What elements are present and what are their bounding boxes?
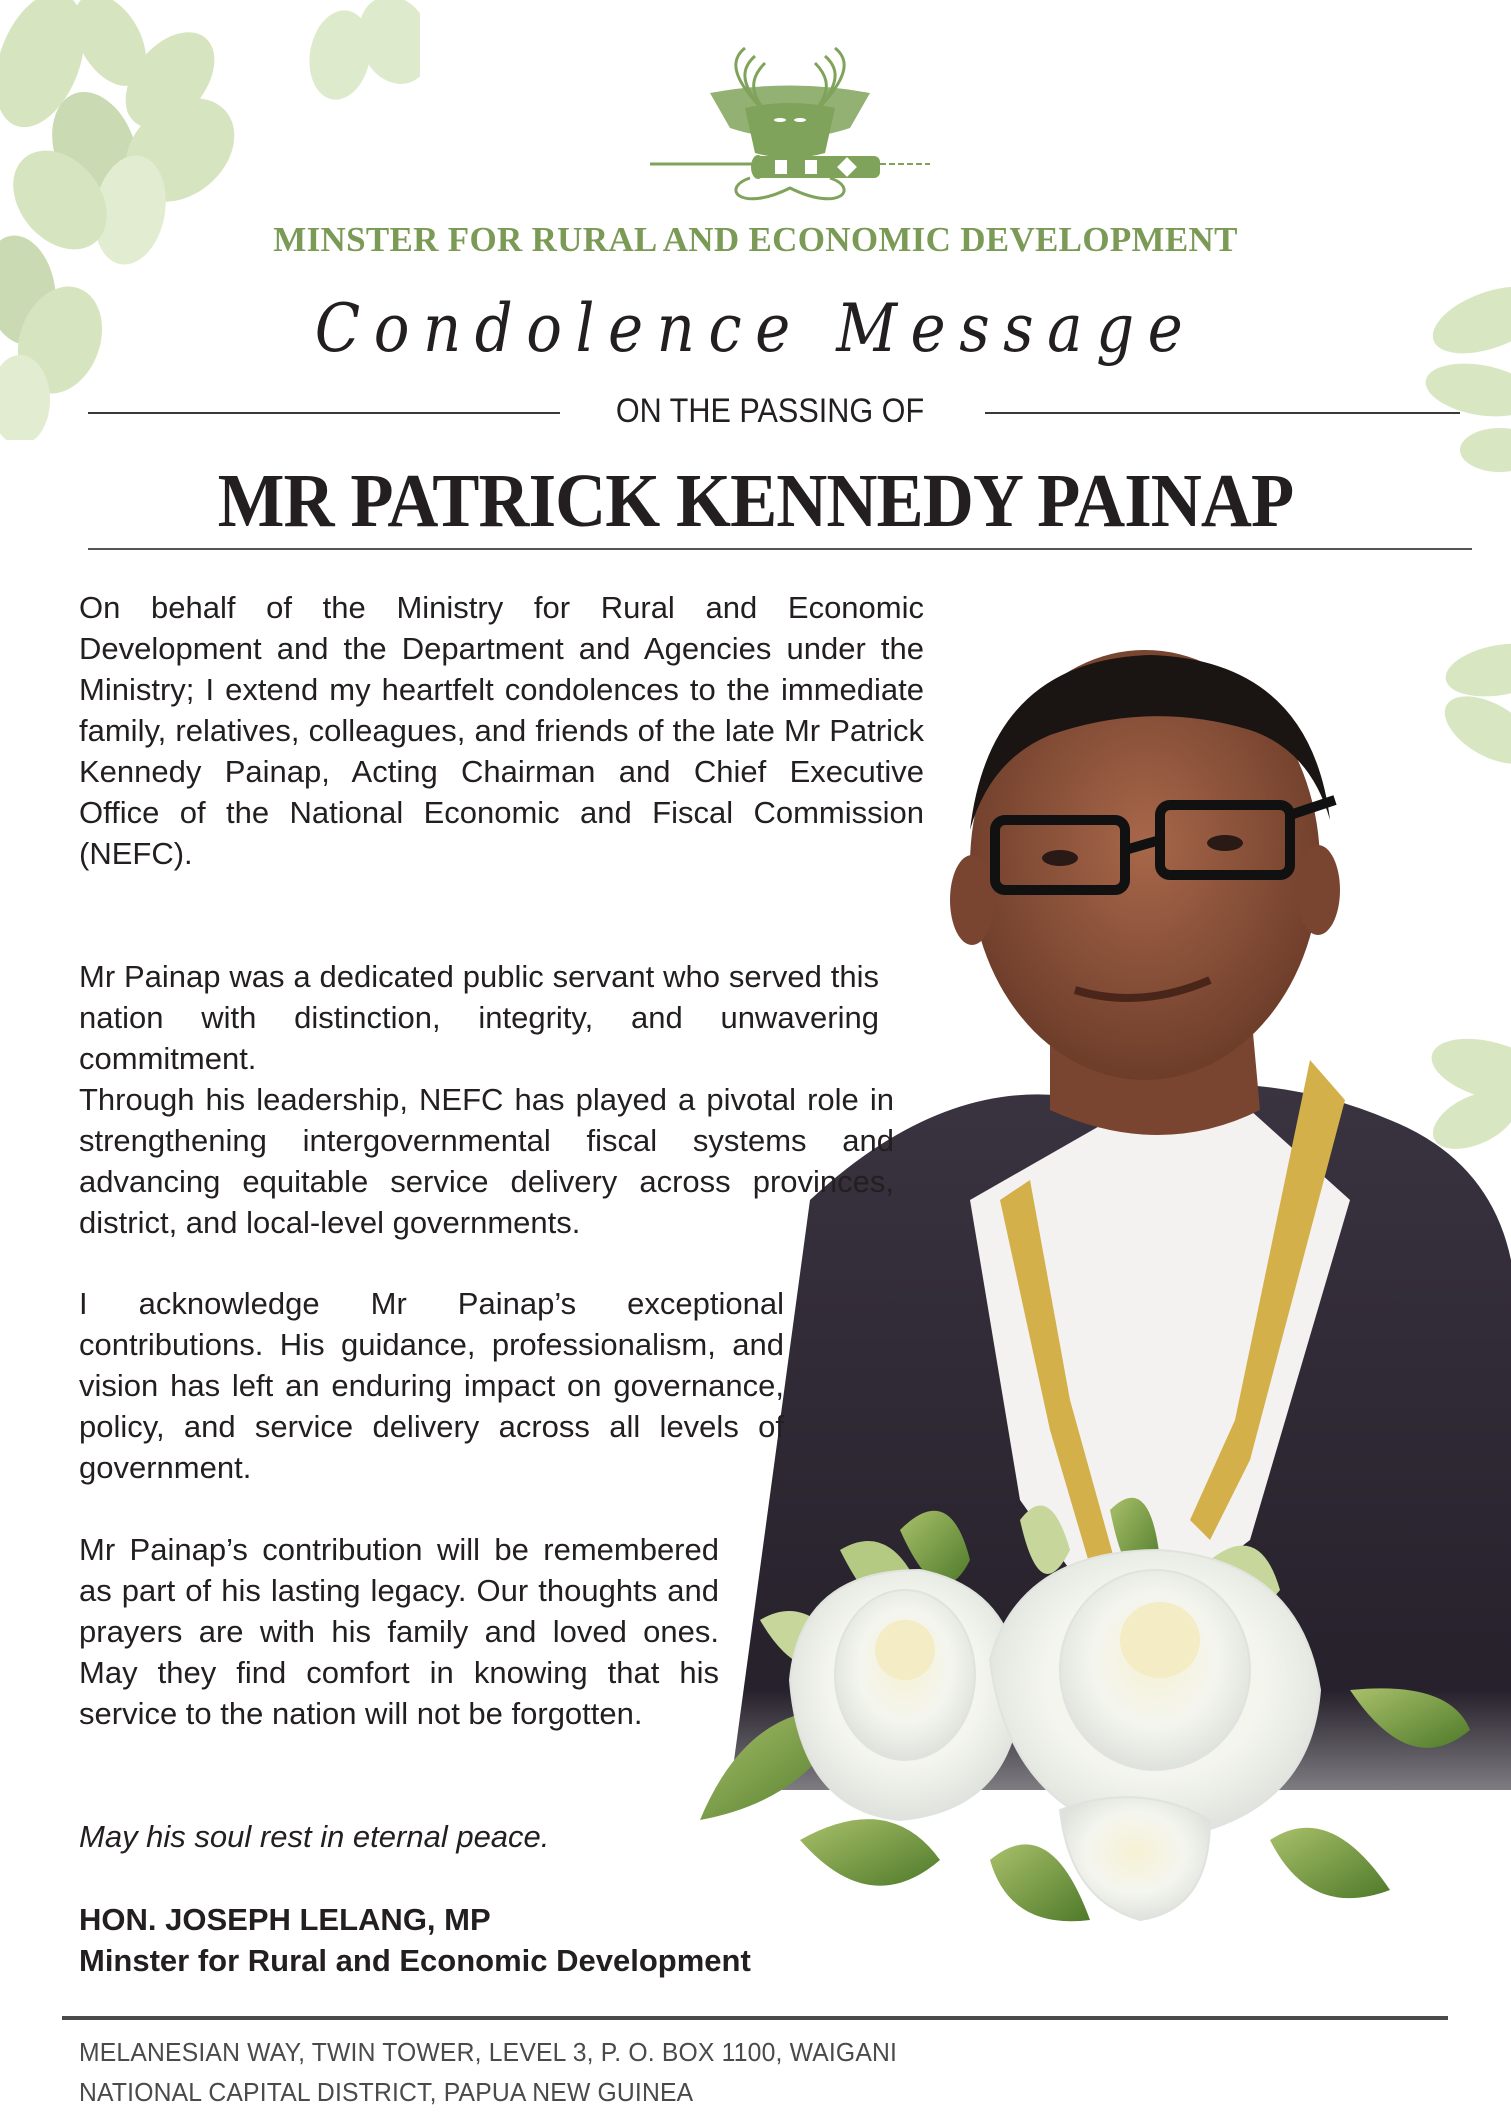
signatory-title: Minster for Rural and Economic Development (79, 1943, 751, 1978)
footer-address-line-1: MELANESIAN WAY, TWIN TOWER, LEVEL 3, P. O. BOX 1100, WAIGANI (79, 2037, 898, 2067)
footer-address-line-2: NATIONAL CAPITAL DISTRICT, PAPUA NEW GUINEA (79, 2077, 694, 2107)
divider-left (88, 412, 560, 414)
deceased-name: MR PATRICK KENNEDY PAINAP (217, 459, 1294, 543)
message-paragraph: I acknowledge Mr Painap’s exceptional contributions. His guidance, professionalism, and vision has left an enduring impact on governance, policy, and service delivery across all levels of government. (79, 1286, 784, 1485)
message-paragraph: Through his leadership, NEFC has played a pivotal role in strengthening intergovernmental fiscal systems and advancing equitable service delivery across provinces, district, and local-level governments. (79, 1082, 894, 1240)
signatory-name: HON. JOSEPH LELANG, MP (79, 1902, 491, 1937)
white-roses-decoration (690, 1480, 1470, 1940)
message-paragraph: On behalf of the Ministry for Rural and Economic Development and the Department and Agencies under the Ministry; I extend my heartfelt condolences to the immediate family, relatives, colleagues, and friends of the late Mr Patrick Kennedy Painap, Acting Chairman and Chief Executive Office of the National Economic and Fiscal Commission (NEFC). (79, 590, 924, 871)
passing-of-subtitle: ON THE PASSING OF (615, 392, 925, 430)
message-paragraph: Mr Painap’s contribution will be remembered as part of his lasting legacy. Our thoughts and prayers are with his family and loved ones. May they find comfort in knowing that his service to the nation will not be forgotten. (79, 1532, 719, 1731)
divider-under-name (88, 548, 1472, 550)
message-paragraph: Mr Painap was a dedicated public servant who served this nation with distinction, integrity, and unwavering commitment. (79, 959, 879, 1076)
condolence-message-title: Condolence Message (314, 290, 1197, 367)
ministry-heading: MINSTER FOR RURAL AND ECONOMIC DEVELOPMENT (273, 220, 1238, 259)
footer-divider (62, 2016, 1448, 2020)
divider-right (985, 412, 1460, 414)
png-coat-of-arms-emblem (650, 38, 930, 218)
closing-line: May his soul rest in eternal peace. (79, 1819, 550, 1854)
